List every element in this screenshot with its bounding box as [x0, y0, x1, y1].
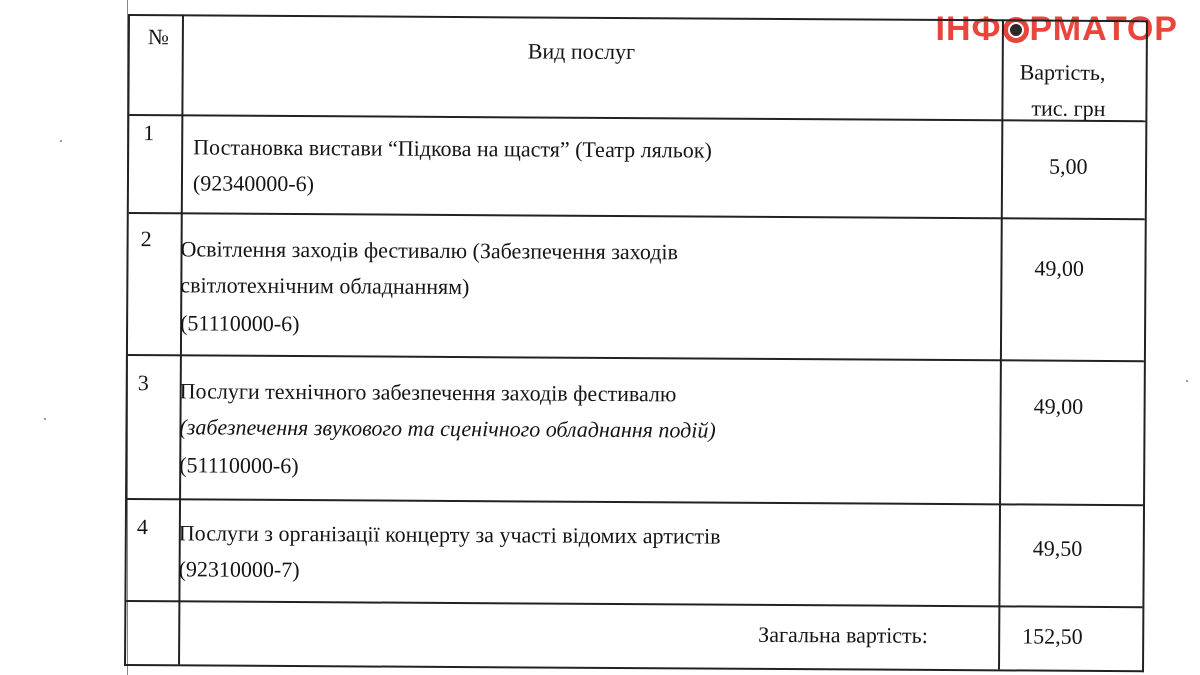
scan-speck: [44, 418, 46, 420]
row-divider: [128, 354, 1144, 362]
logo-text-left: ІНФ: [935, 10, 1002, 48]
row-cost: 49,50: [1032, 535, 1083, 561]
scan-speck: [1186, 380, 1188, 382]
row-cost: 49,00: [1033, 393, 1084, 419]
logo-text-right: РМАТОР: [1029, 10, 1178, 48]
row-service-line: (92340000-6): [192, 170, 315, 197]
row-number: 4: [136, 514, 148, 540]
header-cost-line2: тис. грн: [1031, 95, 1106, 121]
total-label: Загальна вартість:: [758, 621, 928, 648]
row-number: 3: [137, 370, 149, 396]
total-value: 152,50: [1022, 623, 1083, 649]
scan-speck: [60, 140, 62, 142]
row-service-line: (92310000-7): [178, 556, 300, 583]
header-number: №: [147, 24, 169, 50]
row-cost: 49,00: [1034, 255, 1085, 281]
row-divider: [129, 114, 1145, 122]
row-divider: [129, 212, 1145, 220]
row-divider: [126, 600, 1142, 608]
row-service-line: Послуги технічного забезпечення заходів фестивалю: [179, 378, 677, 407]
row-service-line: Постановка вистави “Підкова на щастя” (Театр ляльок): [193, 134, 712, 163]
row-service-line: (51110000-6): [179, 452, 299, 479]
row-service-line: (51110000-6): [180, 310, 300, 337]
row-divider: [127, 498, 1143, 506]
services-table: [124, 14, 1148, 672]
column-divider: [998, 19, 1003, 669]
header-cost-line1: Вартість,: [1019, 59, 1106, 85]
row-service-line: Освітлення заходів фестивалю (Забезпечення заходів: [180, 236, 679, 265]
row-service-line: світлотехнічним обладнанням): [180, 272, 470, 300]
row-service-line: Послуги з організації концерту за участі відомих артистів: [178, 520, 721, 549]
header-service: Вид послуг: [527, 38, 636, 65]
row-number: 1: [143, 120, 155, 146]
row-service-line-italic: (забезпечення звукового та сценічного обладнання подій): [179, 414, 716, 443]
row-number: 2: [140, 226, 152, 252]
row-cost: 5,00: [1049, 153, 1088, 179]
